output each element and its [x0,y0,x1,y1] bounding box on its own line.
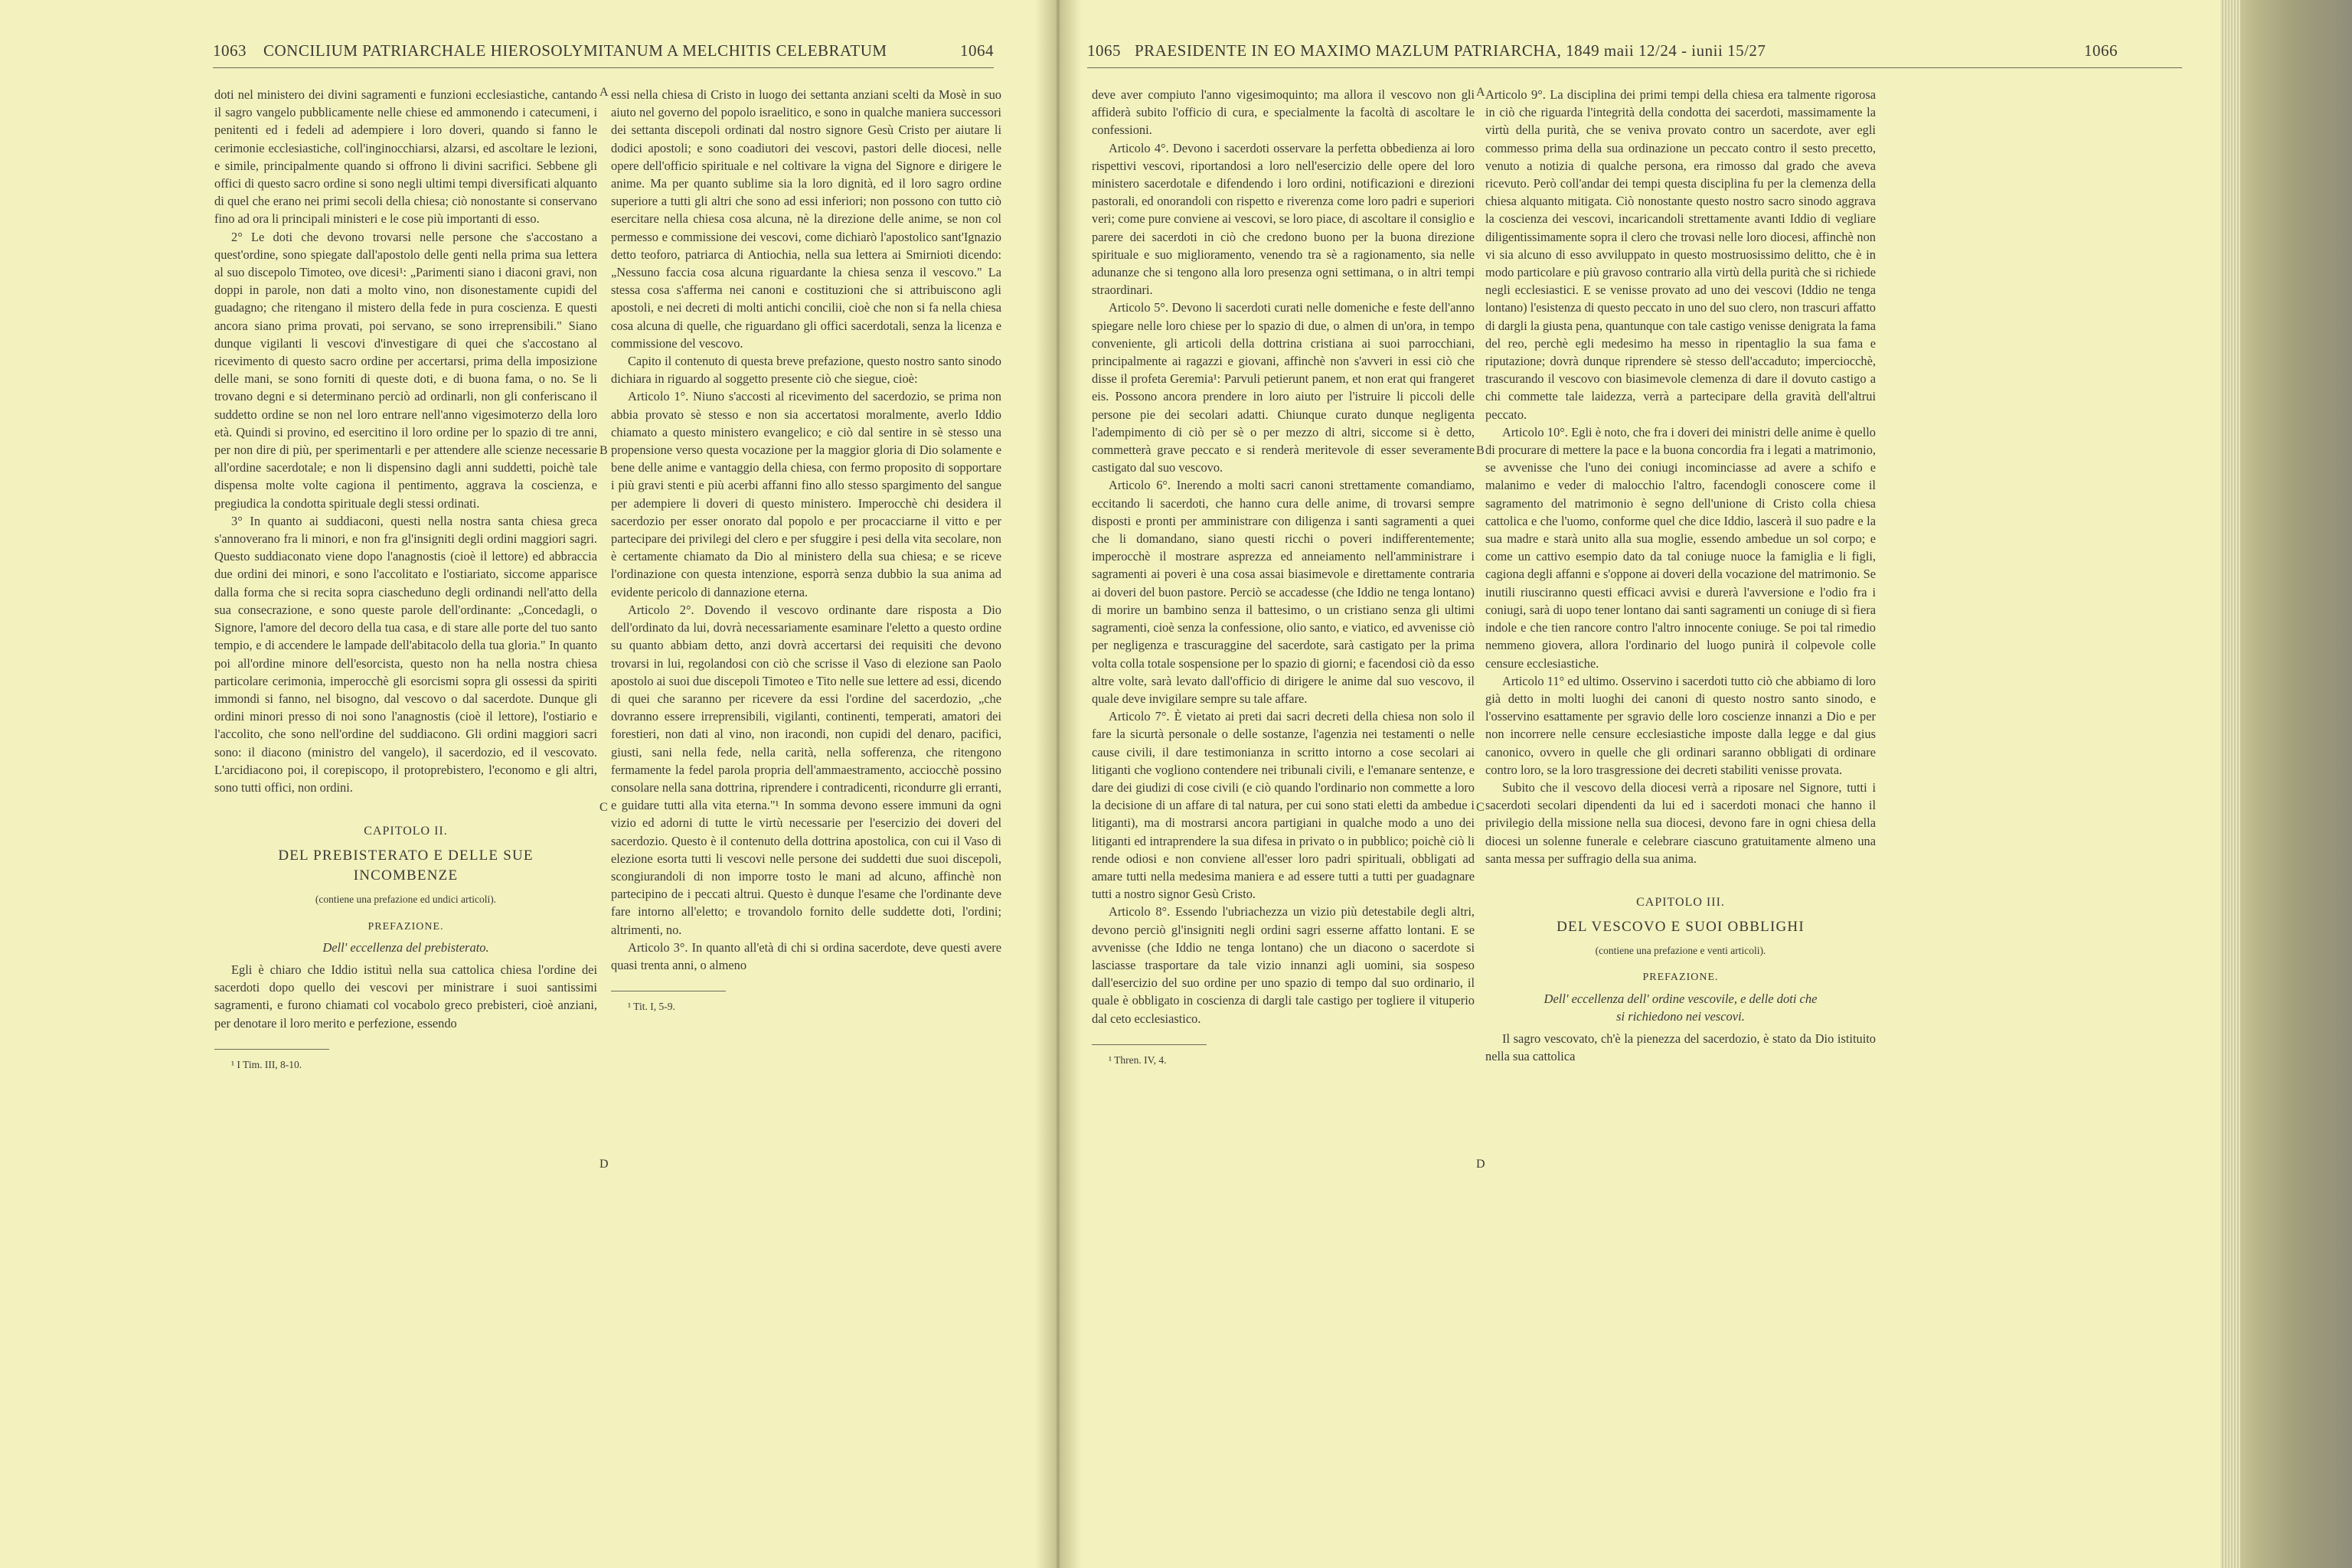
paragraph: essi nella chiesa di Cristo in luogo dei settanta anziani scelti da Mosè in suo aiuto nel governo del popolo israelitico, e sono in qualche maniera successori dei settanta discepoli ordinati dal nostro signore Gesù Cristo per aiutare li dodici apostoli; e sono coadiutori dei vescovi, pastori delle diocesi, nelle opere dell'officio spirituale e nel coltivare la vigna del Signore e dirigere le anime. Ma per quanto sublime sia la loro dignità, ed il loro sagro ordine superiore a tutti gli altri che sono ad essi inferiori; non possono con tutto ciò esercitare nella chiesa cosa alcuna, nè la direzione delle anime, se non col permesso e commissione dei vescovi, come dichiarò l'apostolico sant'Ignazio detto teoforo, patriarca di Antiochia, nella sua lettera ai Smirnioti dicendo: „Nessuno faccia cosa alcuna riguardante la chiesa senza il vescovo." La stessa cosa s'afferma nei canoni e costituzioni che si attribuiscono agli apostoli, e nei decreti di molti antichi concilii, cioè che non si fa nella chiesa cosa alcuna di quelle, che riguardano gli offici sacerdotali, senza la licenza e commissione del vescovo. [611,87,1001,351]
preface-title-line: si richiedono nei vescovi. [1616,1008,1745,1024]
paragraph: Egli è chiaro che Iddio istituì nella sua cattolica chiesa l'ordine dei sacerdoti dopo quello dei vescovi per ministrare i suoi santissimi sagramenti, e furono chiamati col vocabolo greco prebisteri, cioè anziani, per denotare il loro merito e perfezione, essendo [214,962,597,1031]
chapter-title [214,846,597,886]
chapter-heading [214,822,597,956]
running-header [1087,41,2151,66]
margin-letter: C [599,801,608,814]
running-head-title: PRAESIDENTE IN EO MAXIMO MAZLUM PATRIARCHA, 1849 maii 12/24 - iunii 15/27 [1135,41,1766,60]
paragraph: Articolo 5°. Devono li sacerdoti curati nelle domeniche e feste dell'anno spiegare nelle loro chiese per lo spazio di due, o almen di un'ora, in tempo conveniente, gli articoli della dottrina cristiana ai suoi parrocchiani, principalmente ai ragazzi e giovani, affinchè non s'avveri in essi ciò che disse il profeta Geremia¹: Parvuli petierunt panem, et non erat qui frangeret eis. Possono ancora prendere in loro aiuto per l'istruire li piccoli delle persone pie dei secolari adatti. Chiunque curato dunque negligenta l'adempimento di ciò per sè o per mezzo di altri, siccome si è detto, commetterà grave peccato e si renderà meritevole di esser severamente castigato dal suo vescovo. [1092,300,1475,475]
page-number: 1066 [2084,41,2118,60]
preface-title: Dell' eccellenza del prebisterato. [322,939,489,955]
header-rule [213,67,994,68]
margin-letter: B [599,444,608,457]
paragraph: Articolo 7°. È vietato ai preti dai sacri decreti della chiesa non solo il fare la sicurtà personale o delle sostanze, l'agenzia nei testamenti o nelle cause civili, il dare testimonianza in scritto intorno a cose secolari ai litiganti che vogliono contendere nei tribunali civili, e l'emanare sentenze, e dare dei giudizi di cose civili (e ciò quando l'ordinario non commette a loro la decisione di un affare di tal natura, per cui sono stati eletti da ambedue i litiganti), ma di mostrarsi ancora partigiani in qualche modo a uno dei litiganti ed intraprendere la sua difesa in privato o in pubblico; poichè ciò li rende odiosi e non conviene all'esser loro padri spirituali, obbligati ad amare tutti nella medesima maniera e ad essere tutti a tutti per guadagnare tutti a nostro signor Gesù Cristo. [1092,709,1475,902]
paragraph: Articolo 6°. Inerendo a molti sacri canoni strettamente comandiamo, eccitando li sacerdoti, che hanno cura delle anime, di trovarsi sempre disposti e pronti per amministrare con diligenza i santi sagramenti a quei che li domandano, siano questi ricchi o poveri indifferentemente; imperocchè il mostrare asprezza ed anneiamento nell'amministrare i sagramenti ai poveri è una cosa assai biasimevole e direttamente contraria ai doveri del buon pastore. Perciò se accadesse (che Iddio ne tenga lontano) di morire un bambino senza il battesimo, o un cristiano senza gli ultimi sagramenti, cioè senza la confessione, olio santo, e viatico, ed avvenisse ciò per negligenza e trascuraggine del sacerdote, sarà castigato per la prima volta colla totale sospensione per lo spazio di giorni; e facendosi ciò da esso altre volte, sarà levato dall'officio di dirigere le anime dal suo vescovo, il quale deve invigilare sempre su tale affare. [1092,478,1475,706]
footnote: ¹ Thren. IV, 4. [1109,1054,1167,1066]
page-number: 1065 [1087,41,1121,60]
margin-letter: B [1476,444,1485,457]
margin-letter: A [1476,86,1485,99]
paragraph: doti nel ministero dei divini sagramenti e funzioni ecclesiastiche, cantando il sagro vangelo pubblicamente nelle chiese ed ammonendo i catecumeni, i penitenti ed i fedeli ad adempiere i loro doveri, quando si fanno le cerimonie ecclesiastiche, coll'inginocchiarsi, alzarsi, ed ascoltare le lezioni, e simile, principalmente quando si offrono li divini sacrifici. Sebbene gli offici di questo sacro ordine si sono negli ultimi tempi diversificati alquanto di quel che erano nei primi secoli della chiesa; ciò nonostante si conservano fino ad ora li principali ministeri e le cose più importanti di esso. [214,87,597,227]
footnote-rule [1092,1044,1207,1045]
page-number: 1064 [960,41,994,60]
margin-letter: D [599,1158,609,1171]
paragraph: Subito che il vescovo della diocesi verrà a riposare nel Signore, tutti i sacerdoti secolari dipendenti da lui ed i sacerdoti monaci che hanno il privilegio della missione nella sua diocesi, devono fare in ogni chiesa della diocesi un solenne funerale e celebrare ciascuno gratuitamente almeno una santa messa per suffragio della sua anima. [1485,779,1876,866]
right-page [1087,0,2220,1568]
page-number: 1063 [213,41,247,60]
paragraph: 2° Le doti che devono trovarsi nelle persone che s'accostano a quest'ordine, sono spiegate dall'apostolo delle genti nella prima sua lettera al suo discepolo Timoteo, ove dicesi¹: „Parimenti siano i diaconi gravi, non doppi in parole, non dati a molto vino, non disonestamente cupidi del guadagno; che ritengano il mistero della fede in pura coscienza. E questi ancora siano prima provati, poi servano, se sono irreprensibili." Siano dunque vigilanti li vescovi d'investigare di quei che s'accostano al ricevimento di questo sacro ordine per accertarsi, prima della imposizione delle mani, se sono forniti di queste doti, e di buona fama, o no. Se li trovano degni e si determinano perciò ad ordinarli, non gli conferiscano il suddetto ordine se non nel loro entrare nell'anno vigesimoterzo della loro età. Quindi si provino, ed esercitino il loro ordine per lo spazio di tre anni, per non dire di più, per sperimentarli e per attendere alle scienze necessarie all'ordine sacerdotale; e non li dispensino dagli anni suddetti, poichè tale dispensa molte volte cagiona il pentimento, aggrava la coscienza, e pregiudica la condotta spirituale degli stessi ordinati. [214,229,597,511]
paragraph: Articolo 9°. La disciplina dei primi tempi della chiesa era talmente rigorosa in ciò che riguarda l'integrità della condotta dei sacerdoti, massimamente la virtù della purità, che se veniva provato contro un sacerdote, aver egli commesso prima della sua ordinazione un peccato contro il sesto precetto, venuto a notizia di qualche persona, era rimosso dal grado che aveva ricevuto. Però coll'andar dei tempi questa disciplina fu per la clemenza della chiesa alquanto mitigata. Ciò nonostante questo nostro sacro sinodo aggrava la coscienza dei vescovi, incaricandoli strettamente avanti Iddio di vegliare diligentissimamente sopra il clero che trovasi nelle loro diocesi, affinchè non vi sia alcuno di esso avviluppato in questo mostruosissimo delitto, che è in modo particolare e più gravoso contrario alla virtù della purità che si richiede negli ecclesiastici. E se venisse provato ad uno dei vescovi (Iddio ne tenga lontano) l'esistenza di questo peccato in uno del suo clero, non trascuri affatto di dargli la giusta pena, quantunque con tale castigo venisse denigrata la fama del reo, perchè egli medesimo ha messo in ripentaglio la sua fama e riputazione; dovrà dunque riprendere sè stesso dell'accaduto; imperciocchè, trascurando il vescovo con biasimevole clemenza di dare il dovuto castigo a chi commette tale laidezza, verrà a partecipare della gravità dell'altrui peccato. [1485,87,1876,422]
text-column-1 [214,86,597,1073]
chapter-subtitle: (contiene una prefazione ed undici articoli). [315,893,497,906]
preface-title-line: Dell' eccellenza dell' ordine vescovile, e delle doti che [1544,991,1818,1006]
margin-letter: C [1476,801,1485,814]
paragraph: Articolo 2°. Dovendo il vescovo ordinante dare risposta a Dio dell'ordinato da lui, dovrà necessariamente esaminare l'eletto a questo ordine su quanto abbiam detto, anzi dovrà accertarsi dei requisiti che devono trovarsi in lui, regolandosi con ciò che scrisse il Vaso di elezione san Paolo apostolo ai suoi due discepoli Timoteo e Tito nelle sue lettere ad essi, dicendo di quei che saranno per ricevere da essi l'ordine del sacerdozio, „che dovranno essere irreprensibili, vigilanti, continenti, temperati, amatori dei forestieri, non dati al vino, non iracondi, non cupidi del denaro, pacifici, giusti, sani nella fede, nella carità, nella sofferenza, che ritengono fermamente la fedel parola propria dell'ammaestramento, acciocchè possino consolare nella sana dottrina, riprendere i contradicenti, ricondurre gli erranti, e guidare tutti alla vita eterna."¹ In somma devono essere immuni da ogni vizio ed adorni di tutte le virtù necessarie per l'esercizio dei doveri del sacerdozio. Questo è il contenuto della dottrina apostolica, con cui il Vaso di elezione esorta tutti li vescovi nelle persone dei suddetti due suoi discepoli, scongiurandoli di non imporre tosto le mani ad alcuno, affinchè non partecipino de i peccati altrui. Questo è dunque l'esame che l'ordinante deve fare intorno all'eletto; e trovandolo fornito delle suddette doti, l'ordini; altrimenti, no. [611,602,1001,937]
preface-label: PREFAZIONE. [368,920,444,933]
paragraph: Articolo 11° ed ultimo. Osservino i sacerdoti tutto ciò che abbiamo di loro già detto in molti luoghi dei canoni di questo nostro santo sinodo, e l'osservino esattamente per sgravio delle loro coscienze innanzi a Dio e per non incorrere nelle censure ecclesiastiche imposte dalla legge e dal gius canonico, ovvero in quelle che gli ordinari saranno obbligati di ordinare contro loro, se la loro trasgressione dei decreti stabiliti venisse provata. [1485,673,1876,777]
page-edges [2220,0,2352,1568]
preface-title [1485,990,1876,1025]
footnote: ¹ I Tim. III, 8-10. [231,1058,302,1070]
paragraph: Capito il contenuto di questa breve prefazione, questo nostro santo sinodo dichiara in riguardo al soggetto presente ciò che siegue, cioè: [611,354,1001,387]
header-rule [1087,67,2182,68]
preface-label: PREFAZIONE. [1642,972,1719,984]
paragraph: Articolo 10°. Egli è noto, che fra i doveri dei ministri delle anime è quello di procurare di mettere la pace e la buona concordia fra i legati a matrimonio, se avvenisse che l'uno dei coniugi incominciasse ad avere a schifo e malanimo e veder di malocchio l'altro, facendogli conoscere come il sagramento del matrimonio è segno dell'unione di Cristo colla chiesa cattolica e che l'uomo, conforme quel che dice Iddio, lascerà il suo padre e la sua madre e starà unito alla sua moglie, essendo ambedue un sol corpo; e come un cattivo esempio dato da tal coniuge nuoce la famiglia e li figli, cagiona degli affanni e s'oppone ai doveri della vocazione del matrimonio. Se inutili riusciranno questi efficaci avvisi e durerà l'avversione e l'odio fra i coniugi, sarà di uopo tener lontano dai santi sagramenti un coniuge di sì fiera indole e che tien rancore contro l'altro innocente coniuge. Se poi tal rimedio nemmeno giovera, allora l'ordinario del luogo punirà il colpevole colle censure ecclesiastiche. [1485,424,1876,671]
footnote-rule [214,1049,329,1050]
chapter-title-line: DEL PREBISTERATO E DELLE SUE [278,848,534,864]
chapter-title-line: INCOMBENZE [353,867,459,884]
running-header [213,41,994,66]
paragraph: Articolo 3°. In quanto all'età di chi si ordina sacerdote, deve questi avere quasi trenta anni, o almeno [611,939,1001,972]
text-column-2 [1485,86,1876,1065]
left-page [0,0,1057,1568]
chapter-heading [1485,893,1876,1025]
paragraph: Articolo 1°. Niuno s'accosti al ricevimento del sacerdozio, se prima non abbia provato sè stesso e non sia accertatosi moralmente, averlo Iddio chiamato a questo ministero evangelico; e ciò dal sentire in sè stesso una propensione verso questa vocazione per la maggior gloria di Dio solamente e bene delle anime e vantaggio della chiesa, con fermo proposito di sopportare i più gravi stenti e più acerbi affanni fino allo stesso spargimento del sangue per adempiere li doveri di questo ministero. Imperocchè chi desidera il sacerdozio per esser onorato dal popolo e per procacciarne il vitto e per partecipare dei privilegi del clero e per sfuggire i pesi della vita secolare, non è certamente chiamato da Dio al ministero della sua chiesa; e se riceve l'ordinazione con questa intenzione, esporrà senza dubbio la sua anima ad evidente pericolo di dannazione eterna. [611,389,1001,599]
chapter-title: DEL VESCOVO E SUOI OBBLIGHI [1557,919,1805,936]
paragraph: deve aver compiuto l'anno vigesimoquinto; ma allora il vescovo non gli affiderà subito l'officio di cura, e specialmente la facoltà di ascoltare le confessioni. [1092,87,1475,138]
paragraph: Articolo 4°. Devono i sacerdoti osservare la perfetta obbedienza ai loro rispettivi vescovi, riportandosi a loro nell'esercizio delle opere del loro ministero sacerdotale e difendendo i loro ordini, notificazioni e direzioni pastorali, ed onorandoli con rispetto e riverenza come loro padri e superiori veri; come pure conviene ai vescovi, se loro piace, di ascoltare il consiglio e parere dei sacerdoti in ciò che credono buono per la buona direzione spirituale e suo miglioramento, venendo tra sè a ragionamento, sia nelle adunanze che si tengono alla loro presenza ogni settimana, o in altri tempi straordinari. [1092,140,1475,298]
chapter-label: CAPITOLO II. [364,825,448,838]
paragraph: Articolo 8°. Essendo l'ubriachezza un vizio più detestabile degli altri, devono perciò gl'insigniti negli ordini sagri esserne affatto lontani. E se avvenisse (che Iddio ne tenga lontano) che un diacono o sacerdote si lasciasse trasportare da tale vizio innanzi agli uomini, sia sospeso dall'esercizio del suo ordine per uno spazio di tempo dal suo ordinario, il quale è obbligato in coscienza di dargli tale castigo per togliere il vituperio dal ceto ecclesiastico. [1092,904,1475,1026]
paragraph: Il sagro vescovato, ch'è la pienezza del sacerdozio, è stato da Dio istituito nella sua cattolica [1485,1031,1876,1064]
margin-letter: A [599,86,609,99]
footnote: ¹ Tit. I, 5-9. [628,1001,675,1013]
chapter-subtitle: (contiene una prefazione e venti articoli). [1595,945,1766,957]
chapter-label: CAPITOLO III. [1636,895,1725,909]
page-edge-strip [2220,0,2240,1568]
paragraph: 3° In quanto ai suddiaconi, questi nella nostra santa chiesa greca s'annoverano fra li minori, e non fra gl'insigniti degli ordini maggiori sagri. Questo suddiaconato viene dopo l'anagnostis (cioè il lettore) ed abbraccia due ordini dei minori, e sono l'accolitato e l'ostiariato, siccome apparisce dalla forma che si recita sopra ciascheduno degli ordinandi nell'atto della sua consecrazione, e sono queste parole dell'ordinante: „Concedagli, o Signore, l'amore del decoro della tua casa, e di stare alle porte del tuo santo tempio, e di accendere le lampade dell'abitacolo della tua gloria." In quanto poi all'ordine minore dell'esorcista, questo non ha nella nostra chiesa particolare cerimonia, imperocchè gli esorcismi sopra gli ossessi da spiriti immondi si fanno, nel bisogno, dal vescovo o dal sacerdote. Dunque gli ordini minori presso di noi sono l'anagnostis (cioè il lettore), l'ostiario e l'accolito, che sono nell'ordine del suddiacono. Gli ordini maggiori sacri sono: il diacono (ministro del vangelo), il sacerdozio, ed il vescovato. L'arcidiacono poi, il corepiscopo, il protoprebistero, l'economo e gli altri, sono tutti offici, non ordini. [214,513,597,795]
running-head-title: CONCILIUM PATRIARCHALE HIEROSOLYMITANUM A MELCHITIS CELEBRATUM [263,41,887,60]
text-column-1 [1092,86,1475,1069]
margin-letter: D [1476,1158,1485,1171]
text-column-2 [611,86,1001,1015]
